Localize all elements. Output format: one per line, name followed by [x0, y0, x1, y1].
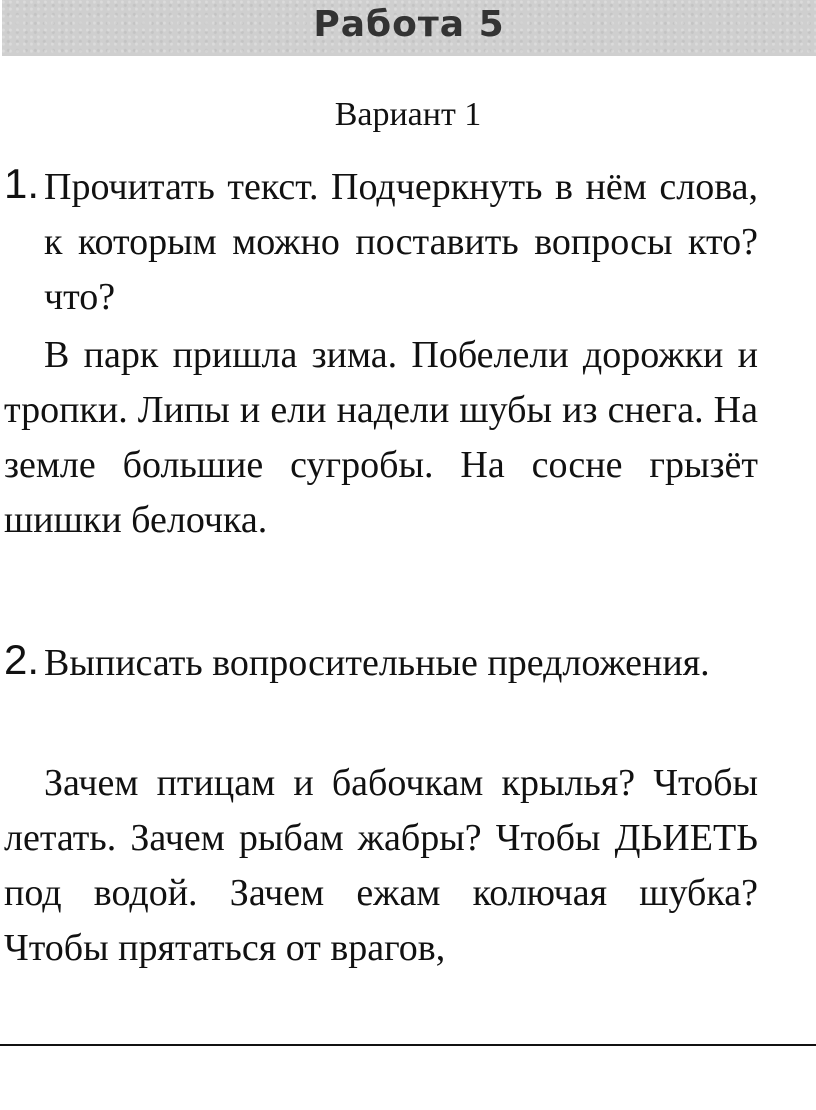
variant-label: Вариант 1: [334, 96, 482, 133]
header-band: [2, 0, 816, 56]
task-2: [4, 636, 758, 691]
task-2-instruction: Выписать вопросительные предложения.: [44, 642, 710, 684]
task-1-passage: В парк пришла зима. Побелели дорожки и тропки. Липы и ели надели шубы из снега. На земле большие сугробы. На сосне грызёт шишки белочка.: [4, 334, 758, 541]
task-1-instruction: Прочитать текст. Подчеркнуть в нём слова, к которым можно поставить вопросы кто? что?: [44, 166, 758, 318]
task-1-number: 1.: [4, 160, 40, 207]
task-2-number: 2.: [4, 636, 40, 683]
page-title: Работа 5: [313, 4, 505, 45]
bottom-divider: [0, 1044, 816, 1046]
task-1: [4, 160, 758, 325]
task-2-passage: Зачем птицам и бабочкам крылья? Чтобы летать. Зачем рыбам жабры? Чтобы ДЬИЕТЬ под водой. Зачем ежам колючая шубка? Чтобы прятаться от врагов,: [4, 762, 758, 969]
